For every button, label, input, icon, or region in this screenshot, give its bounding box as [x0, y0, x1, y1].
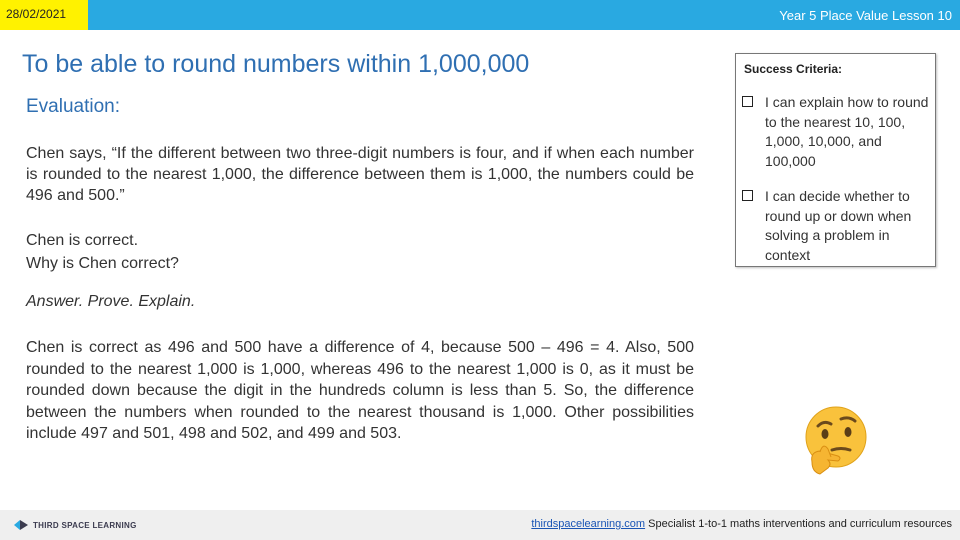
success-criteria-item — [742, 93, 934, 171]
footer-bar — [0, 510, 960, 540]
lesson-title: Year 5 Place Value Lesson 10 — [779, 8, 952, 23]
success-criteria-item-text: I can decide whether to round up or down when solving a problem in context — [765, 188, 912, 263]
success-criteria-item-text: I can explain how to round to the nearest 10, 100, 1,000, 10,000, and 100,000 — [765, 94, 929, 169]
website-link[interactable]: thirdspacelearning.com — [531, 518, 646, 530]
page-title: To be able to round numbers within 1,000,000 — [22, 50, 530, 78]
success-criteria-title: Success Criteria: — [744, 62, 843, 76]
thinking-face-icon — [798, 404, 873, 479]
answer-prompt: Answer. Prove. Explain. — [26, 293, 196, 310]
footer-tagline: Specialist 1-to-1 maths interventions and curriculum resources — [645, 518, 952, 530]
header-bar — [0, 0, 960, 30]
chen-quote: Chen says, “If the different between two three-digit numbers is four, and if when each number is rounded to the nearest 1,000, the difference between them is 1,000, the numbers could be 496 and 500.” — [26, 145, 694, 204]
date-tag — [0, 0, 88, 30]
brand-name: THIRD SPACE LEARNING — [33, 520, 137, 530]
date-text: 28/02/2021 — [6, 7, 67, 21]
question-block — [26, 229, 179, 275]
success-criteria-box — [735, 53, 936, 267]
chen-correct-text: Chen is correct. — [26, 232, 139, 249]
evaluation-heading: Evaluation: — [26, 96, 121, 117]
brand-logo — [14, 519, 137, 531]
success-criteria-item — [742, 187, 934, 265]
third-space-learning-logo-icon — [14, 520, 28, 530]
checkbox-icon — [742, 96, 753, 107]
checkbox-icon — [742, 190, 753, 201]
answer-text: Chen is correct as 496 and 500 have a difference of 4, because 500 – 496 = 4. Also, 500 rounded to the nearest 1,000 is 1,000, whereas 496 to the nearest 1,000 is 0, as it must be rounded down because the digit in the hundreds column is less than 5. So, the difference between the numbers when rounded to the nearest thousand is 1,000. Other possibilities include 497 and 501, 498 and 502, and 499 and 503. — [26, 339, 694, 442]
footer-credit — [531, 518, 952, 530]
why-question: Why is Chen correct? — [26, 255, 179, 272]
